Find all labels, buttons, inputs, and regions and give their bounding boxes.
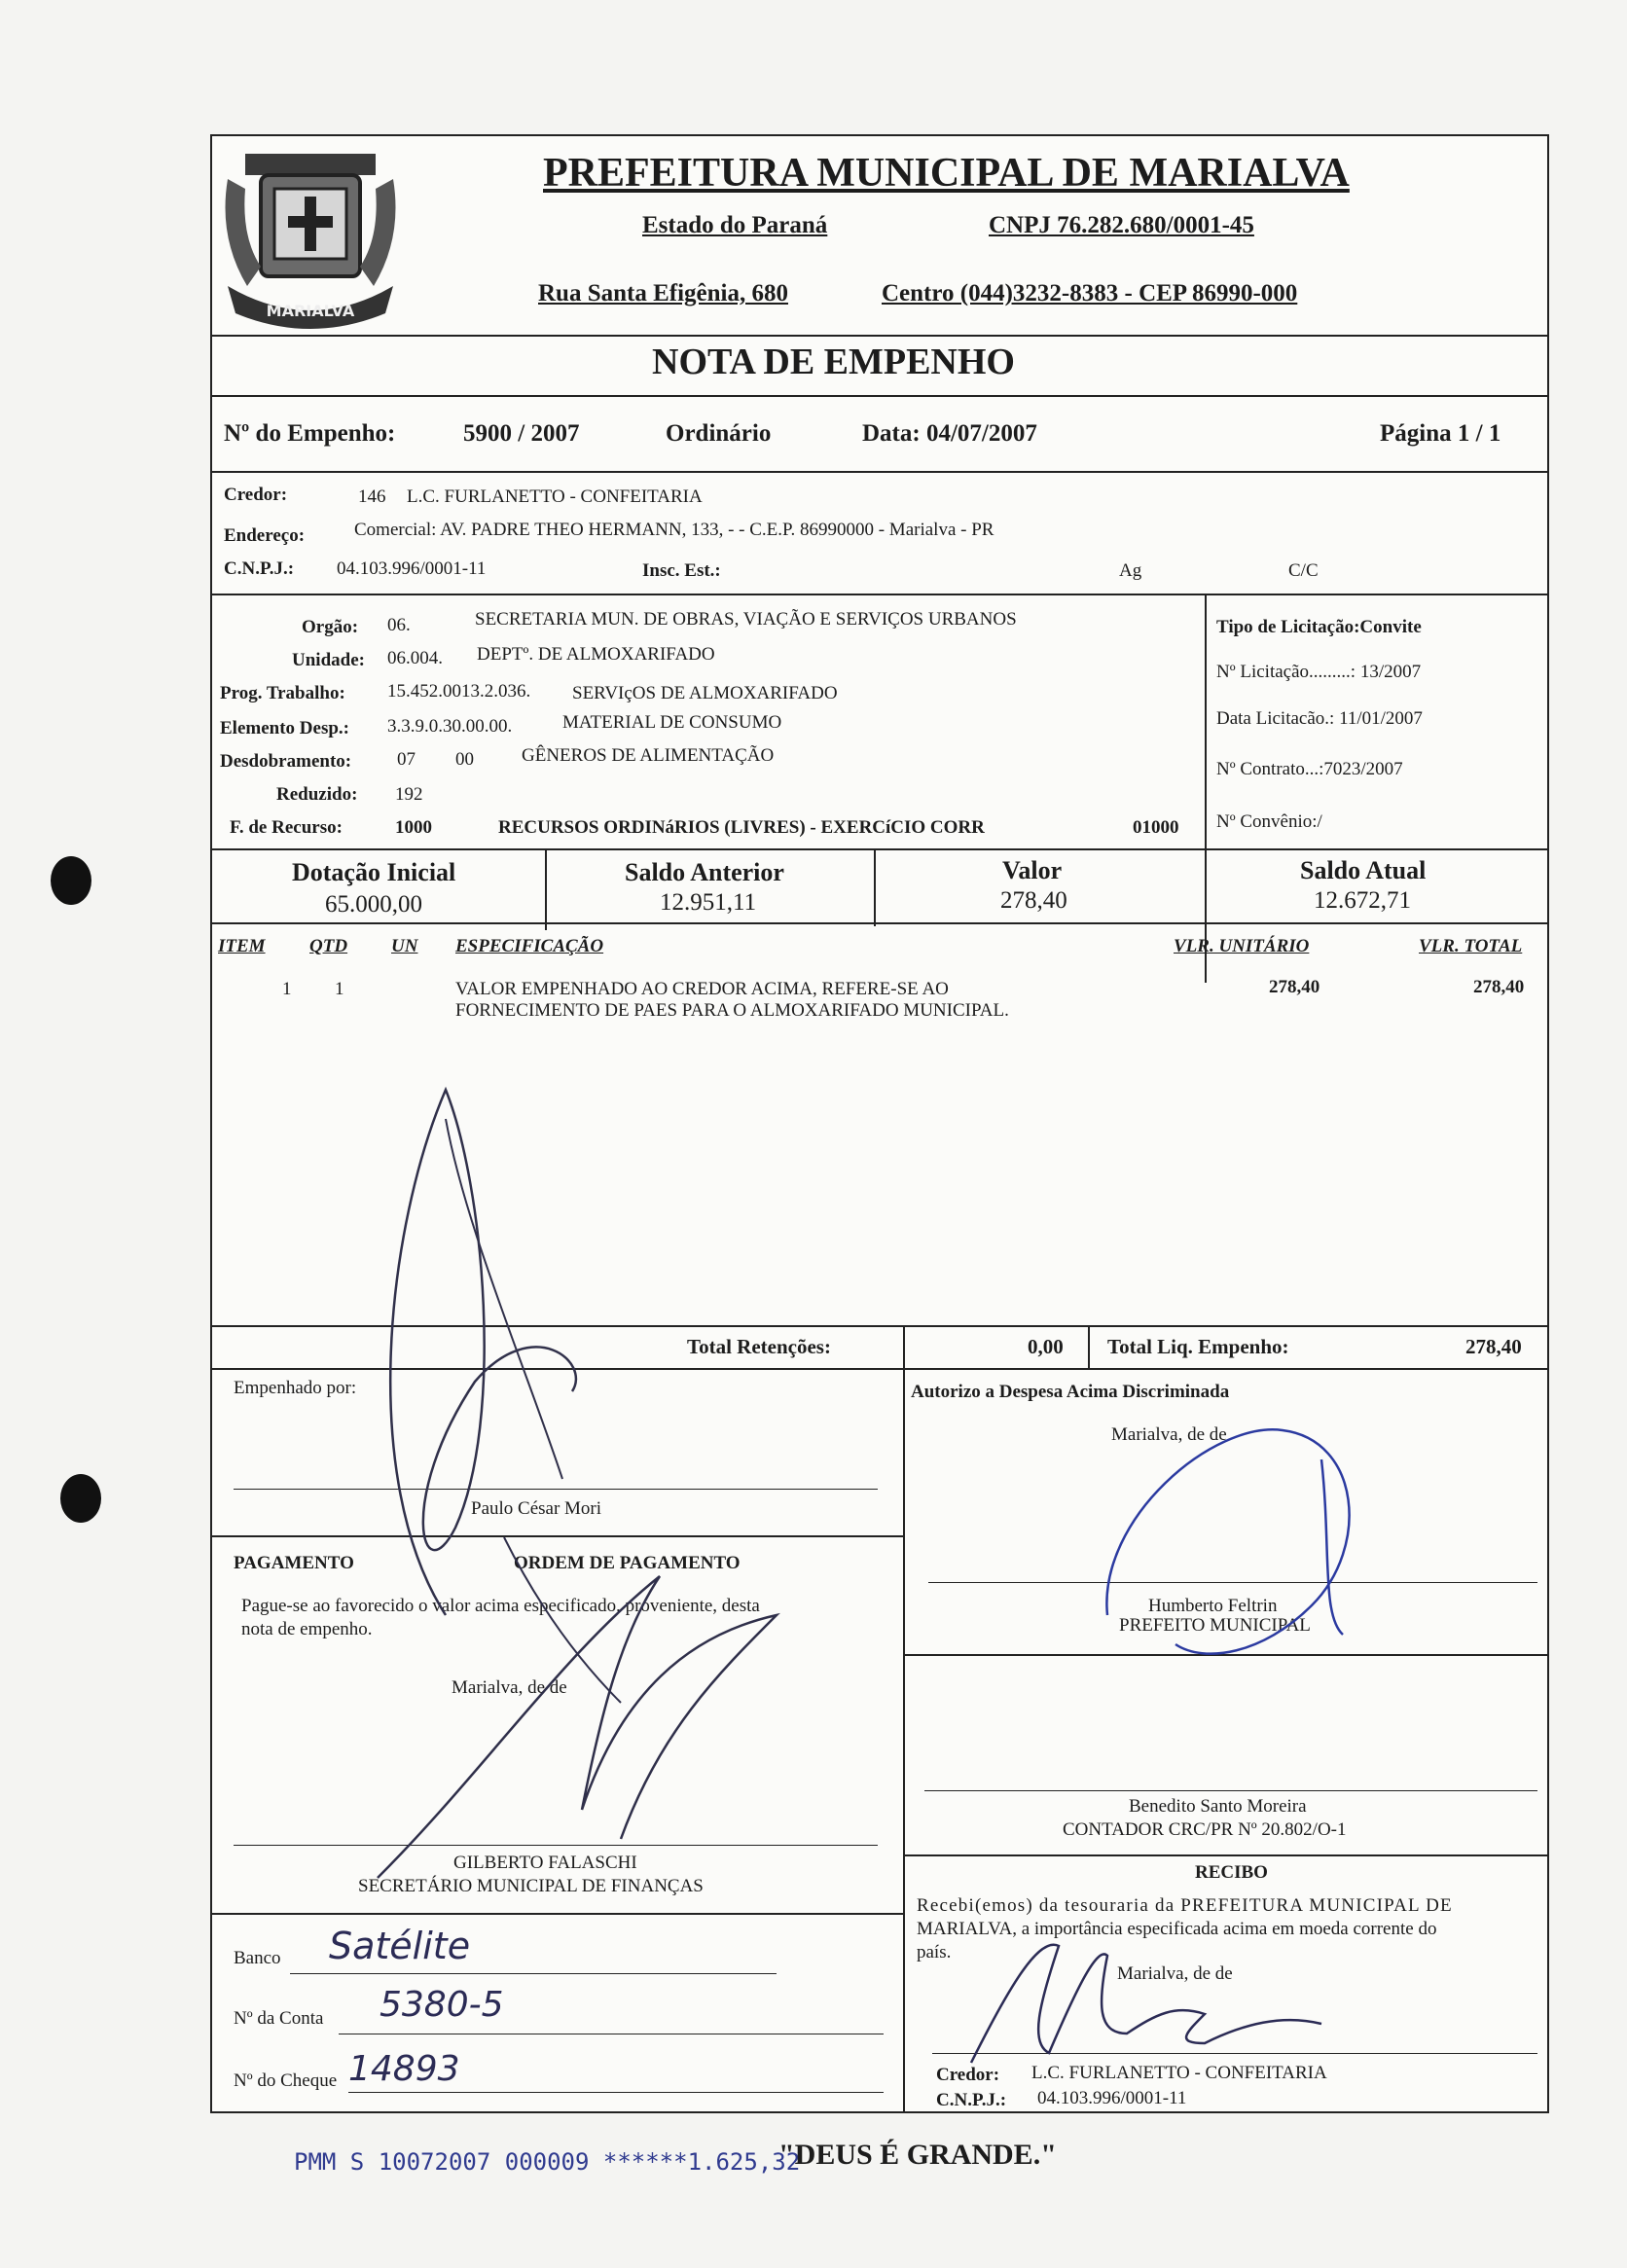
prog-name: SERVIçOS DE ALMOXARIFADO <box>572 683 838 703</box>
ag-label: Ag <box>1119 560 1142 581</box>
empenho-label: Nº do Empenho: <box>224 420 396 447</box>
recibo-credor-name: L.C. FURLANETTO - CONFEITARIA <box>1031 2063 1327 2083</box>
signature-credor-recibo <box>952 1926 1360 2072</box>
retencoes-value: 0,00 <box>1028 1335 1064 1358</box>
liq-empenho-label: Total Liq. Empenho: <box>1107 1335 1289 1358</box>
valor-value: 278,40 <box>1000 887 1067 914</box>
credor-label: Credor: <box>224 485 288 505</box>
banco-label: Banco <box>234 1948 281 1968</box>
ordem-pagamento-label: ORDEM DE PAGAMENTO <box>514 1553 741 1573</box>
empenho-type: Ordinário <box>666 420 772 447</box>
page-title: PREFEITURA MUNICIPAL DE MARIALVA <box>543 151 1350 196</box>
cc-label: C/C <box>1288 560 1319 581</box>
secretario-name: GILBERTO FALASCHI <box>453 1853 637 1873</box>
recurso-code2: 01000 <box>1133 817 1179 838</box>
banco-value: Satélite <box>329 1925 471 1967</box>
unidade-label: Unidade: <box>292 650 365 670</box>
hole-punch-bottom <box>60 1474 101 1523</box>
recibo-date: Marialva, de de <box>1117 1963 1233 1984</box>
orgao-label: Orgão: <box>302 617 359 637</box>
autorizo-label: Autorizo a Despesa Acima Discriminada <box>911 1382 1230 1402</box>
credor-address: Comercial: AV. PADRE THEO HERMANN, 133, - - C.E.P. 86990000 - Marialva - PR <box>354 520 994 540</box>
desdobramento-code1: 07 <box>397 749 416 770</box>
pagamento-date: Marialva, de de <box>452 1677 567 1698</box>
prog-label: Prog. Trabalho: <box>220 683 345 703</box>
orgao-name: SECRETARIA MUN. DE OBRAS, VIAÇÃO E SERVIÇOS URBANOS <box>475 609 1017 630</box>
credor-code: 146 <box>358 486 386 507</box>
saldo-atual-value: 12.672,71 <box>1314 887 1411 914</box>
autorizo-date: Marialva, de de <box>1111 1424 1227 1445</box>
elemento-name: MATERIAL DE CONSUMO <box>562 712 782 733</box>
saldo-atual-label: Saldo Atual <box>1300 856 1427 884</box>
contrato-numero: Nº Contrato...:7023/2007 <box>1216 759 1403 779</box>
insc-label: Insc. Est.: <box>642 560 721 581</box>
recibo-credor-label: Credor: <box>936 2065 1000 2085</box>
licitacao-data: Data Licitacão.: 11/01/2007 <box>1216 708 1423 729</box>
cheque-label: Nº do Cheque <box>234 2070 338 2091</box>
municipal-crest-icon <box>218 140 403 335</box>
signature-humberto-feltrin <box>1088 1401 1399 1674</box>
recibo-line3: país. <box>917 1942 952 1962</box>
saldo-anterior-label: Saldo Anterior <box>625 858 784 886</box>
recurso-code: 1000 <box>395 817 432 838</box>
table-header-especificacao: ESPECIFICAÇÃO <box>455 936 604 956</box>
reduzido-value: 192 <box>395 784 423 805</box>
conta-value: 5380-5 <box>380 1985 504 2025</box>
prefeito-name: Humberto Feltrin <box>1148 1596 1278 1616</box>
credor-cnpj: 04.103.996/0001-11 <box>337 558 487 579</box>
elemento-label: Elemento Desp.: <box>220 718 349 738</box>
table-row-total: 278,40 <box>1473 977 1525 997</box>
contador-title: CONTADOR CRC/PR Nº 20.802/O-1 <box>1063 1819 1347 1840</box>
hole-punch-top <box>51 856 91 905</box>
licitacao-numero: Nº Licitação.........: 13/2007 <box>1216 662 1422 682</box>
table-header-vlr-total: VLR. TOTAL <box>1419 936 1523 956</box>
desdobramento-name: GÊNEROS DE ALIMENTAÇÃO <box>522 745 775 766</box>
contact-label: Centro (044)3232-8383 - CEP 86990-000 <box>882 280 1298 306</box>
cnpj-field-label: C.N.P.J.: <box>224 558 295 579</box>
table-header-qtd: QTD <box>309 936 348 956</box>
retencoes-label: Total Retenções: <box>687 1335 831 1358</box>
credor-name: L.C. FURLANETTO - CONFEITARIA <box>407 486 703 507</box>
recibo-title: RECIBO <box>1195 1862 1268 1883</box>
recibo-line2: MARIALVA, a importância especificada acima em moeda corrente do <box>917 1919 1437 1939</box>
prog-code: 15.452.0013.2.036. <box>387 681 531 702</box>
pagamento-text-line1: Pague-se ao favorecido o valor acima especificado, proveniente, desta <box>241 1596 760 1616</box>
unidade-code: 06.004. <box>387 648 443 668</box>
liq-empenho-value: 278,40 <box>1465 1335 1522 1358</box>
cheque-value: 14893 <box>348 2049 460 2089</box>
signature-gilberto-falaschi <box>368 1518 825 1888</box>
recurso-name: RECURSOS ORDINáRIOS (LIVRES) - EXERCíCIO CORR <box>498 817 985 838</box>
secretario-title: SECRETÁRIO MUNICIPAL DE FINANÇAS <box>358 1876 704 1896</box>
address-field-label: Endereço: <box>224 525 306 546</box>
desdobramento-code2: 00 <box>455 749 474 770</box>
svg-text:MARIALVA: MARIALVA <box>266 302 355 320</box>
address-label: Rua Santa Efigênia, 680 <box>538 280 788 306</box>
valor-label: Valor <box>1002 856 1063 884</box>
state-label: Estado do Paraná <box>642 212 828 238</box>
licitacao-tipo: Tipo de Licitação:Convite <box>1216 617 1422 637</box>
saldo-anterior-value: 12.951,11 <box>660 889 757 916</box>
footer-motto: "DEUS É GRANDE." <box>778 2139 1057 2171</box>
conta-label: Nº da Conta <box>234 2008 324 2029</box>
table-row-spec-line2: FORNECIMENTO DE PAES PARA O ALMOXARIFADO MUNICIPAL. <box>455 1000 1009 1021</box>
empenho-number: 5900 / 2007 <box>463 420 580 447</box>
unidade-name: DEPTº. DE ALMOXARIFADO <box>477 644 715 665</box>
cnpj-label: CNPJ 76.282.680/0001-45 <box>989 212 1254 238</box>
table-header-item: ITEM <box>218 936 266 956</box>
orgao-code: 06. <box>387 615 411 635</box>
pagamento-text-line2: nota de empenho. <box>241 1619 373 1639</box>
desdobramento-label: Desdobramento: <box>220 751 352 772</box>
table-header-vlr-unitario: VLR. UNITÁRIO <box>1174 936 1310 956</box>
document-title: NOTA DE EMPENHO <box>652 342 1015 382</box>
empenhado-por-label: Empenhado por: <box>234 1378 357 1398</box>
nota-de-empenho-form <box>210 134 1549 2113</box>
footer-stamp: PMM S 10072007 000009 ******1.625,32 <box>294 2148 801 2176</box>
dotacao-label: Dotação Inicial <box>292 858 456 886</box>
contador-name: Benedito Santo Moreira <box>1129 1796 1307 1817</box>
table-row-item: 1 <box>282 979 292 999</box>
table-row-unit-price: 278,40 <box>1269 977 1320 997</box>
table-row-spec-line1: VALOR EMPENHADO AO CREDOR ACIMA, REFERE-SE AO <box>455 979 949 999</box>
table-row-qtd: 1 <box>335 979 344 999</box>
dotacao-value: 65.000,00 <box>325 891 422 918</box>
recibo-cnpj: 04.103.996/0001-11 <box>1037 2088 1187 2108</box>
prefeito-title: PREFEITO MUNICIPAL <box>1119 1615 1311 1636</box>
elemento-code: 3.3.9.0.30.00.00. <box>387 716 513 737</box>
recibo-line1: Recebi(emos) da tesouraria da PREFEITURA MUNICIPAL DE <box>917 1895 1453 1916</box>
page-number: Página 1 / 1 <box>1380 420 1501 447</box>
empenho-date: Data: 04/07/2007 <box>862 420 1037 447</box>
convenio-numero: Nº Convênio:/ <box>1216 811 1322 832</box>
recurso-label: F. de Recurso: <box>230 817 343 838</box>
pagamento-label: PAGAMENTO <box>234 1553 354 1573</box>
empenhado-por-name: Paulo César Mori <box>471 1498 602 1519</box>
table-header-un: UN <box>391 936 418 956</box>
reduzido-label: Reduzido: <box>276 784 358 805</box>
recibo-cnpj-label: C.N.P.J.: <box>936 2090 1007 2110</box>
